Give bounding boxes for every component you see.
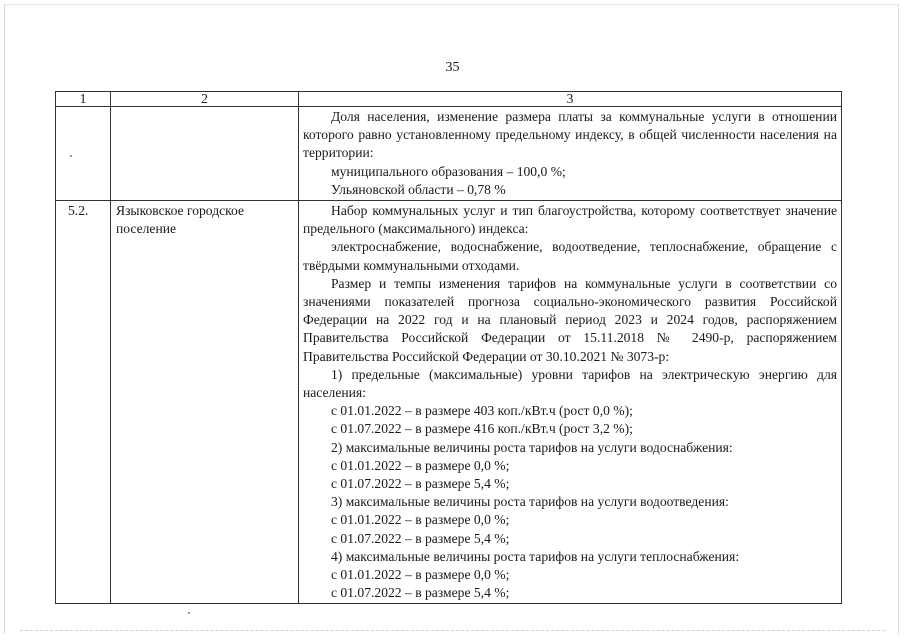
paragraph: 1) предельные (максимальные) уровни тарифов на электрическую энергию для населения:: [303, 366, 837, 401]
table-row: [56, 201, 842, 604]
scan-speck: [70, 155, 72, 157]
row-name-cell: Языковское городское поселение: [111, 201, 299, 604]
paragraph: с 01.01.2022 – в размере 0,0 %;: [331, 457, 510, 473]
row-text-cell: [299, 201, 842, 604]
paragraph: муниципального образования – 100,0 %;: [331, 163, 566, 179]
paragraph: Размер и темпы изменения тарифов на коммунальные услуги в соответствии со значениями показателей прогноза социально-экономического развития Российской Федерации на 2022 год и на плановый период 2023 и 2024 годов, распоряжением Правительства Российской Федерации от 15.11.2018 № 2490-р, распоряжением Правительства Российской Федерации от 30.10.2021 № 3073-р:: [303, 275, 837, 364]
row-number-cell: [56, 107, 111, 201]
page-number: 35: [445, 60, 460, 75]
paragraph: с 01.01.2022 – в размере 403 коп./кВт.ч (рост 0,0 %);: [331, 403, 633, 419]
paragraph: с 01.01.2022 – в размере 0,0 %;: [331, 567, 510, 583]
row-number-cell: 5.2.: [56, 201, 111, 604]
header-cell-2: 2: [111, 92, 299, 107]
paragraph: 4) максимальные величины роста тарифов на услуги теплоснабжения:: [331, 548, 740, 564]
paragraph: 3) максимальные величины роста тарифов на услуги водоотведения:: [331, 494, 729, 510]
paragraph: с 01.01.2022 – в размере 0,0 %;: [331, 512, 510, 528]
paragraph: Доля населения, изменение размера платы за коммунальные услуги в отношении которого равно установленному предельному индексу, в общей численности населения на территории:: [303, 109, 837, 161]
row-name-cell: [111, 107, 299, 201]
header-cell-1: 1: [56, 92, 111, 107]
scan-speck: [188, 612, 190, 614]
scan-edge: [20, 630, 885, 632]
paragraph: Ульяновской области – 0,78 %: [331, 181, 506, 197]
paragraph: с 01.07.2022 – в размере 5,4 %;: [331, 530, 510, 546]
paragraph: с 01.07.2022 – в размере 416 коп./кВт.ч (рост 3,2 %);: [331, 421, 633, 437]
header-cell-3: 3: [299, 92, 842, 107]
paragraph: с 01.07.2022 – в размере 5,4 %;: [331, 476, 510, 492]
paragraph: 2) максимальные величины роста тарифов на услуги водоснабжения:: [331, 439, 733, 455]
paragraph: с 01.07.2022 – в размере 5,4 %;: [331, 585, 510, 601]
document-table: [55, 91, 842, 604]
row-text-cell: [299, 107, 842, 201]
paragraph: электроснабжение, водоснабжение, водоотведение, теплоснабжение, обращение с твёрдыми коммунальными отходами.: [303, 239, 837, 273]
paragraph: Набор коммунальных услуг и тип благоустройства, которому соответствует значение предельного (максимального) индекса:: [303, 203, 837, 237]
table-row: [56, 107, 842, 201]
table-header-row: [56, 92, 842, 107]
